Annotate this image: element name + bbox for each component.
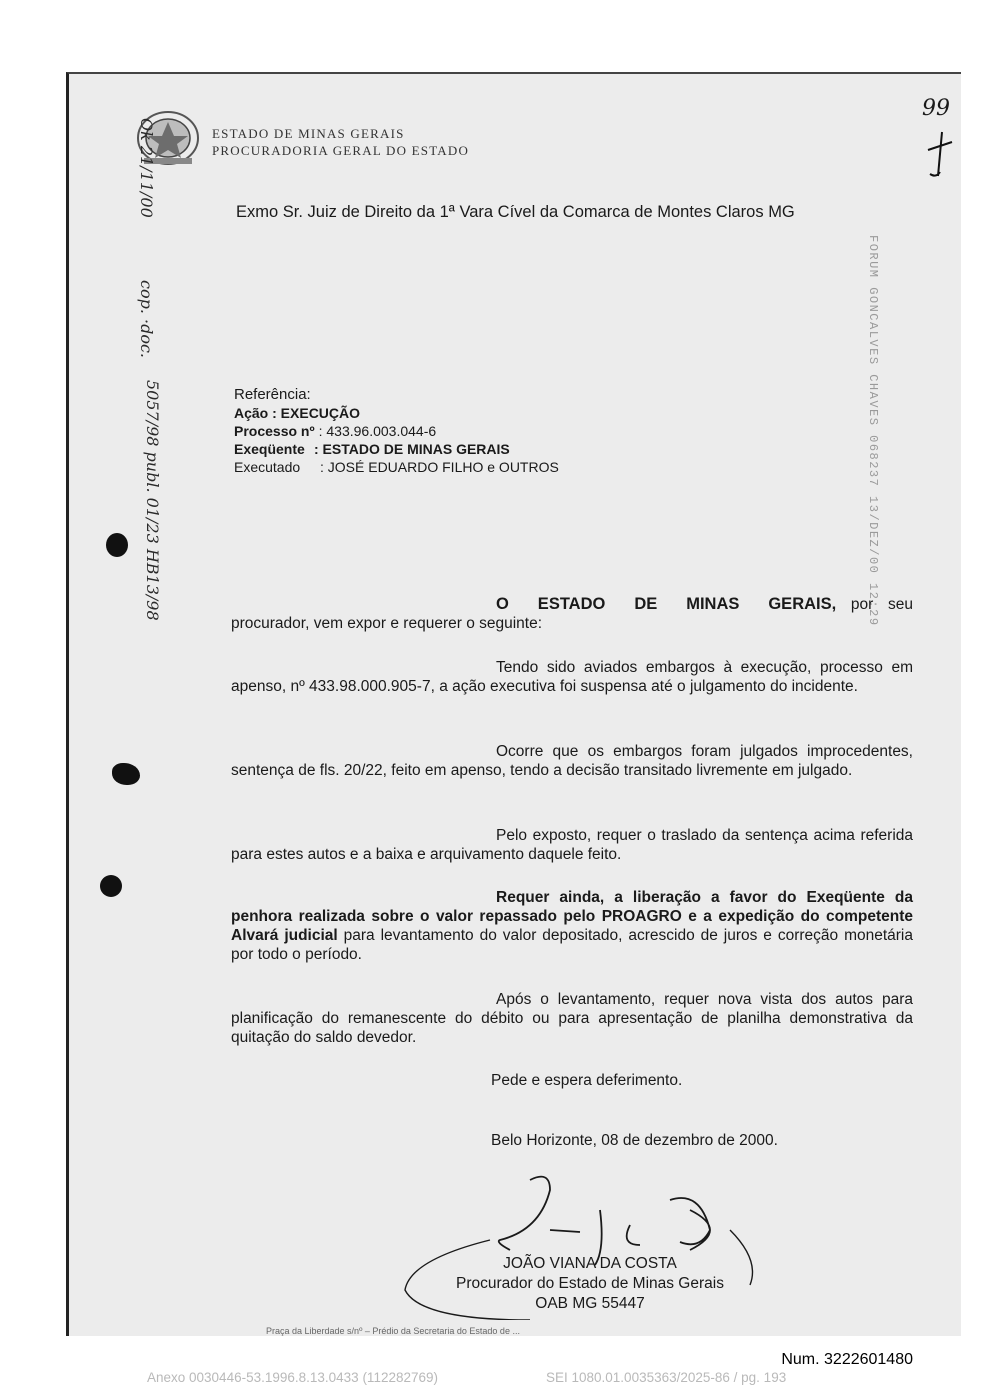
reference-title: Referência: [234,386,311,403]
protocol-stamp [858,235,884,627]
reference-executado-label: Executado [234,459,301,475]
ink-blot [112,763,140,785]
paragraph-4: Pelo exposto, requer o traslado da sentença acima referida para estes autos e a baixa e arquivamento daquele feito. [231,827,913,863]
signature-block [420,1254,760,1314]
paragraph-1-bold: O ESTADO DE MINAS GERAIS, [496,595,837,613]
addressee: Exmo Sr. Juiz de Direito da 1ª Vara Cível da Comarca de Montes Claros MG [236,203,795,221]
reference-processo-label: Processo nº [234,423,315,439]
handwritten-page-number: 99 [922,96,950,121]
annex-reference: Anexo 0030446-53.1996.8.13.0433 (112282769) [147,1370,439,1385]
signer-oab: OAB MG 55447 [535,1295,645,1312]
reference-processo-value: : 433.96.003.044-6 [318,423,437,439]
protocol-stamp-text: FORUM GONCALVES CHAVES 068237 13/DEZ/00 12:29 [866,235,880,627]
paragraph-5-bold: Requer ainda, a liberação a favor do Exeqüente da penhora realizada sobre o valor repassado pelo PROAGRO e a expedição do competente Alvará judicial [231,889,913,944]
signer-role: Procurador do Estado de Minas Gerais [456,1275,724,1292]
paragraph-1-text: por seu procurador, vem expor e requerer o seguinte: [231,596,913,632]
paragraph-2: Tendo sido aviados embargos à execução, processo em apenso, nº 433.98.000.905-7, a ação executiva foi suspensa até o julgamento do incidente. [231,659,913,695]
ink-blot [106,533,128,557]
paragraph-6: Após o levantamento, requer nova vista dos autos para planificação do remanescente do débito ou para apresentação de planilha demonstrativa da quitação do saldo devedor. [231,991,913,1046]
margin-note-3: 5057/98 publ. 01/23 HB13/98 [143,380,162,621]
reference-acao: Ação : EXECUÇÃO [234,405,361,421]
reference-block [234,386,559,476]
paragraph-3: Ocorre que os embargos foram julgados improcedentes, sentença de fls. 20/22, feito em apenso, tendo a decisão transitado livremente em julgado. [231,743,913,779]
reference-exequente-label: Exeqüente [234,441,305,457]
handwritten-mark-icon [926,130,954,180]
letterhead [212,125,469,159]
letterhead-office: PROCURADORIA GERAL DO ESTADO [212,143,470,158]
margin-note-2: cop. ·doc. [137,280,156,359]
sei-reference: SEI 1080.01.0035363/2025-86 / pg. 193 [546,1370,787,1385]
paragraph-5 [231,888,913,964]
ink-blot [100,875,122,897]
letterhead-footer: Praça da Liberdade s/nº – Prédio da Secretaria do Estado de ... [266,1326,520,1336]
margin-note-1: Ok 21/11/00 [137,118,156,218]
paragraph-1 [231,595,913,633]
letterhead-state: ESTADO DE MINAS GERAIS [212,126,405,141]
place-date: Belo Horizonte, 08 de dezembro de 2000. [491,1132,778,1149]
paragraph-5-text: para levantamento do valor depositado, acrescido de juros e correção monetária por todo o período. [231,927,914,963]
reference-executado-value: : JOSÉ EDUARDO FILHO e OUTROS [320,459,559,475]
reference-exequente-value: : ESTADO DE MINAS GERAIS [314,441,510,457]
closing-request: Pede e espera deferimento. [491,1072,683,1089]
margin-notes [66,90,162,621]
signer-name: JOÃO VIANA DA COSTA [503,1255,677,1272]
document-number: Num. 3222601480 [781,1351,913,1368]
